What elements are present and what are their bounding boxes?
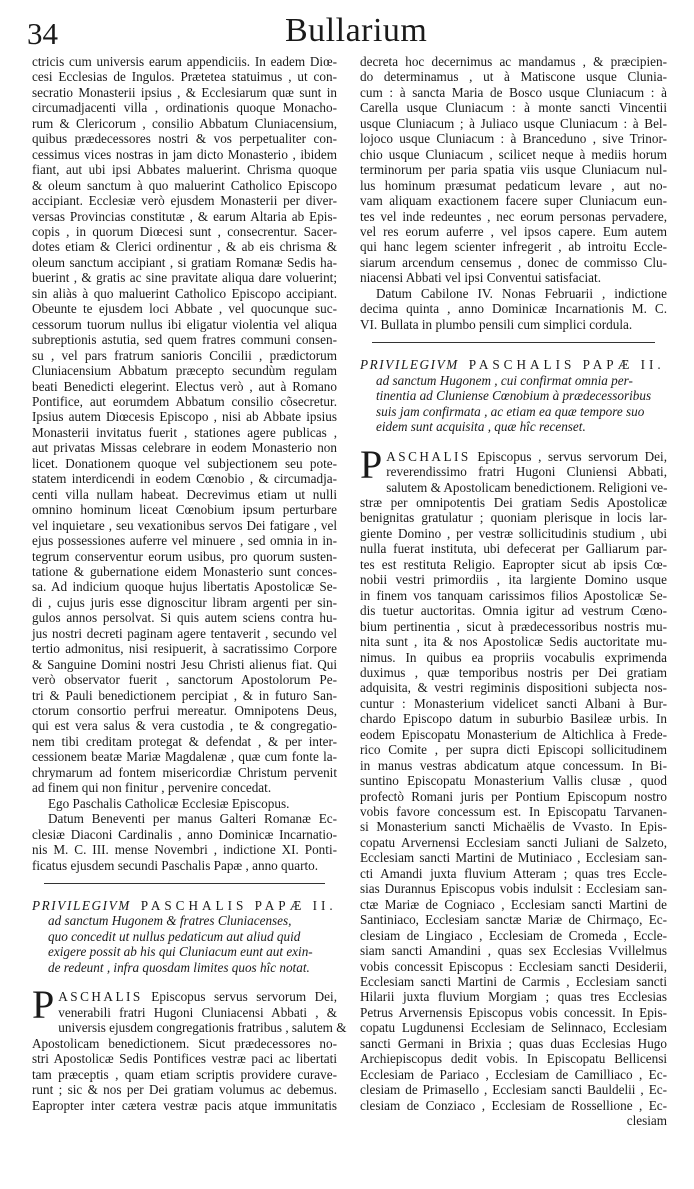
text-line: copatu Lugdunensi Ecclesiam de Selinnaco, Ecclesiam: [360, 1020, 667, 1036]
text-line: chrymarum ad fontem misericordiæ Christum pervenit: [32, 764, 337, 780]
text-line: licet. Donationem quoque vel subjectionem seu pote-: [32, 455, 337, 471]
text-line: sa. Ad indicium quoque hujus libertatis Apostolicæ Se-: [32, 579, 337, 595]
text-line: statem interdicendi in eodem Cœnobio , & circumadja-: [32, 471, 337, 487]
text-line: Petrus Arvernensis Episcopus vobis concessit. In Epis-: [360, 1004, 667, 1020]
text-line: sin aliàs à quo maluerint Catholico Episcopo accipiant.: [32, 285, 337, 301]
text-line: decreta hoc decernimus ac mandamus , & præcipien-: [360, 54, 667, 69]
text-line: nem tibi creditam protegat & defendat , & per inter-: [32, 733, 337, 749]
text-line: cessimus vices nostras in jam dicto Monasterio , ibidem: [32, 146, 337, 162]
text-line: giente Domino , per vestræ sollicitudinis studium , ubi: [360, 525, 667, 541]
left-column: [32, 54, 347, 1113]
text-line: Obeunte te ejusdem loci Abbate , vel quocunque suc-: [32, 301, 337, 317]
heading-line: eidem sunt acquisita , quæ hîc recenset.: [376, 419, 586, 435]
text-line: tertio admonitus, nisi resipuerit, à sacratissimo Corpore: [32, 641, 337, 657]
text-line: tes vel inde redeuntes , nec eorum personas pervadere,: [360, 208, 667, 224]
text-line: lojoco usque Cluniacum : à Branceduno , sive Trinor-: [360, 131, 667, 147]
text-line: clesiam de Conziaco , Ecclesiam de Rossellione , Ec-: [360, 1097, 667, 1113]
opening-caps: ASCHALIS: [58, 989, 143, 1005]
text-line: in manus vestras abdicatum atque concessum. In Bi-: [360, 757, 667, 773]
text-line: & oleum sanctum à quo maluerint Catholico Episcopo: [32, 177, 337, 193]
text-line: ctæ Mariæ de Cogniaco , Ecclesiam sancti Martini de: [360, 896, 667, 912]
heading-line: exigere possit ab his qui Cluniacum eunt aut exin-: [48, 944, 313, 960]
text-line: vel inquietare , seu vexationibus servos Dei fatigare , vel: [32, 517, 337, 533]
text-line: ctricis cum universis earum appendiciis. In eadem Diœ-: [32, 54, 337, 69]
text-line: usque Cluniacum ; à Juliaco usque Cluniacum : à Bel-: [360, 115, 667, 131]
section-divider: [372, 342, 655, 343]
text-line: dotes etiam & Clerici ordinentur , & ab eis chrisma &: [32, 239, 337, 255]
text-line: aut privatas Missas celebrare in eodem Monasterio non: [32, 440, 337, 456]
text-line: versas Provincias constitutæ , & earum Altaria ab Epis-: [32, 208, 337, 224]
text-line: cuntur : Monasterium videlicet sancti Albani à Bur-: [360, 695, 667, 711]
privilege-title: PRIVILEGIVM PASCHALIS PAPÆ II.: [360, 357, 665, 373]
text-line: & Sanguine Domini nostri Jesu Christi alienus fiat. Qui: [32, 656, 337, 672]
text-line: in finem vos tanquam carissimos filios Apostolicæ Se-: [360, 587, 667, 603]
heading-line: quo concedit ut nullus pedaticum aut aliud quid: [48, 928, 301, 944]
text-line: nita sunt , ita & nos Apostolicæ Sedis auctoritate mu-: [360, 634, 667, 650]
text-line: fiant, aut ubi ipsi Abbates maluerint. Chrisma quoque: [32, 162, 337, 178]
dating-line: clesiæ Diaconi Cardinalis , anno Dominicæ Incarnatio-: [32, 826, 337, 842]
text-line: Hilarii juxta fluvium Morgiam ; quas tres Ecclesias: [360, 989, 667, 1005]
text-line: su , vel pars fratrum sanioris Concilii , prædictorum: [32, 347, 337, 363]
text-line: ejus possessiones auferre vel minuere , sed omnia in in-: [32, 533, 337, 549]
page-number: 34: [27, 16, 58, 51]
text-line: vam aliquam exactionem facere super Cluniacum eun-: [360, 193, 667, 209]
heading-line: suis jam confirmata , ac etiam ea quæ tempore suo: [376, 403, 645, 419]
third-document-text: P ASCHALIS Episcopus , servus servorum Dei, reverendissimo fratri Hugoni Cluniensi Abbati, salutem & Apostolicam benedictionem. Religioni ve- stræ per omnipotentis Dei gratiam Sedis Apostolicæ benignitas gratulatur ; quoniam plerisque in locis lar- giente Domino , per vestræ sollicitudinis studium , ubi nulla fuerat instituta, ubi defecerat per Galliarum par- tes est restituta Religio. Eapropter sicut ab ipsis Cœ- nobii vestri primordiis , ita largiente Domino usque in finem vos tanquam carissimos filios Apostolicæ Se- dis tuetur auctoritas. Omnia igitur ad vestrum Cœno- bium pertinentia , sicut à prædecessoribus nostris mu- nita sunt , ita & nos Apostolicæ Sedis auctoritate mu- nimus. In quibus ea propriis vocabulis exprimenda duximus , quæ temporibus nostris per Dei gratiam adquisita, & vestri regiminis dispositioni subjecta nos- cuntur : Monasterium videlicet sancti Albani à Bur- chardo Episcopo datum in suburbio Basileæ urbis. In eodem Episcopatu Monasterium de Altichlica à Frede- rico Comite , per supra dicti Episcopi sollicitudinem in manus vestras abdicatum atque concessum. In Bi- suntino Episcopatu Monasterium Vallis clusæ , quod profectò Romani juris per Pontium Episcopum nostro vobis favore concessum est. In Episcopatu Tarvanen- si Monasterium sancti Michaëlis de Vvasto. In Epis- copatu Arvernensi Ecclesiam sancti Juliani de Salzeto, Ecclesiam sancti Martini de Mutiniaco , Ecclesiam san- cti Amandi juxta fluvium Atteram ; quas tres Eccle- sias Durannus Episcopus vobis indulsit : Ecclesiam san- ctæ Mariæ de Cogniaco , Ecclesiam sancti Martini de Santiniaco, Ecclesiam sanctæ Mariæ de Chirmaço, Ec- clesiam de Lingiaco , Ecclesiam de Cromeda , Eccle- siam sancti Amandini , quas sex Ecclesias Vvillelmus vobis concessit Episcopus : Ecclesiam sancti Desiderii, Ecclesiam sancti Martini de Carmis , Ecclesiam sancti Hilarii juxta fluvium Morgiam ; quas tres Ecclesias Petrus Arvernensis Episcopus vobis concessit. In Epis- copatu Lugdunensi Ecclesiam de Selinnaco, Ecclesiam sancti Germani in Brixia ; quas duas Ecclesias Hugo Archiepiscopus dedit vobis. In Episcopatu Bellicensi Ecclesiam de Pariaco , Ecclesiam de Camilliaco , Ec- clesiam de Primasello , Ecclesiam sancti Bauldelii , Ec- clesiam de Conziaco , Ecclesiam de Rossellione , Ec- clesiam: [360, 441, 668, 1129]
text-line: benignitas gratulatur ; quoniam plerisque in locis lar-: [360, 510, 667, 526]
text-line: centi villa nullam habeat. Decrevimus etiam ut nulli: [32, 486, 337, 502]
right-body-text: [360, 54, 667, 286]
text-line: si Monasterium sancti Michaëlis de Vvasto. In Epis-: [360, 819, 667, 835]
opening-caps: ASCHALIS: [386, 448, 471, 464]
text-line: tes est restituta Religio. Eapropter sicut ab ipsis Cœ-: [360, 556, 667, 572]
text-line: circumadjacenti villa , ordinationis quoque Monacho-: [32, 100, 337, 116]
text-line: suntino Episcopatu Monasterium Vallis clusæ , quod: [360, 773, 667, 789]
text-line: verò observator fuerit , sanctorum Apostolorum Pe-: [32, 672, 337, 688]
text-line: copis , in quorum Diœcesi sunt , consecrentur. Sacer-: [32, 223, 337, 239]
text-line: niacensi Abbati vel ipsi Conventui satisfaciat.: [360, 270, 601, 286]
text-line: Eapropter inter cætera vestræ pacis atque immunitatis: [32, 1097, 337, 1113]
catchword: clesiam: [626, 1113, 667, 1129]
text-line: venerabili fratri Hugoni Cluniacensi Abbati , &: [58, 1004, 337, 1020]
heading-line: ad sanctum Hugonem & fratres Cluniacenses,: [48, 913, 292, 929]
second-document-text: P ASCHALIS Episcopus servus servorum Dei, venerabili fratri Hugoni Cluniacensi Abbati , & universis ejusdem congregationis fratribus , salutem & Apostolicam benedictionem. Sicut prædecessores no- stri Apostolicæ Sedis Pontifices vestræ paci ac libertati tam præceptis , quam etiam scriptis providere curave- runt ; sic & nos per Dei gratiam volumus ac debemus. Eapropter inter cætera vestræ pacis atque immunitatis: [32, 982, 347, 1113]
text-line: sancti Germani in Brixia ; quas duas Ecclesias Hugo: [360, 1035, 667, 1051]
text-line: runt ; sic & nos per Dei gratiam volumus ac debemus.: [32, 1082, 337, 1098]
section-divider: [44, 883, 325, 884]
heading-line: de redeunt , infra quosdam limites quos hîc notat.: [48, 959, 310, 975]
text-line: beati Benedicti elegerint. Electus verò , aut à Romano: [32, 378, 337, 394]
text-line: chardo Episcopo datum in suburbio Basileæ urbis. In: [360, 711, 667, 727]
text-line: do determinamus , ut à Matiscone usque Clunia-: [360, 69, 667, 85]
text-line: Monasterii invitatus fuerit , stationes agere publicas ,: [32, 424, 337, 440]
text-line: clesiam de Lingiaco , Ecclesiam de Cromeda , Eccle-: [360, 927, 667, 943]
text-line: Ecclesiam de Pariaco , Ecclesiam de Camilliaco , Ec-: [360, 1066, 667, 1082]
privilege-heading-left: [32, 898, 337, 975]
text-line: terminorum per paria spatia viis usque Cluniacum nul-: [360, 162, 667, 178]
left-body-text: [32, 54, 337, 796]
text-line: tatione & gubernatione eidem Monasterio sunt conces-: [32, 563, 337, 579]
right-dating-clause: [360, 286, 667, 332]
text-line: tri & Pauli benedictionem percipiat , & in futuro San-: [32, 687, 337, 703]
text-line: vobis favore concessum est. In Episcopatu Tarvanen-: [360, 804, 667, 820]
text-line: dis tuetur auctoritas. Omnia igitur ad vestrum Cœno-: [360, 603, 667, 619]
heading-line: ad sanctum Hugonem , cui confirmat omnia per-: [376, 372, 633, 388]
text-line: stri Apostolicæ Sedis Pontifices vestræ paci ac libertati: [32, 1051, 337, 1067]
text-line: qui hanc legem scienter infregerit , ab introitu Eccle-: [360, 239, 667, 255]
text-line: copatu Arvernensi Ecclesiam sancti Juliani de Salzeto,: [360, 834, 667, 850]
text-line: cesi Ecclesias de Ingulos. Prætetea statuimus , ut con-: [32, 69, 337, 85]
text-line: Santiniaco, Ecclesiam sanctæ Mariæ de Chirmaço, Ec-: [360, 912, 667, 928]
text-line: stræ per omnipotentis Dei gratiam Sedis Apostolicæ: [360, 494, 667, 510]
signature-line: Ego Paschalis Catholicæ Ecclesiæ Episcopus.: [48, 795, 290, 811]
text-line: eodem Episcopatu Monasterium de Altichlica à Frede-: [360, 726, 667, 742]
text-line: jus nostri decreti paginam agere tentaverit , secundo vel: [32, 625, 337, 641]
text-line: nimus. In quibus ea propriis vocabulis exprimenda: [360, 649, 667, 665]
dating-line: VI. Bullata in plumbo pensili cum simplici cordula.: [360, 316, 633, 332]
text-line: buerint , & gratis ac sine pravitate aliqua dare voluerint;: [32, 270, 337, 286]
text-line: bium pertinentia , sicut à prædecessoribus nostris mu-: [360, 618, 667, 634]
text-line: nulla fuerat instituta, ubi defecerat per Galliarum par-: [360, 541, 667, 557]
heading-line: tinentia ad Cluniense Cœnobium à prædecessoribus: [376, 388, 652, 404]
text-line: ad finem qui non finitur , pervenire concedat.: [32, 780, 272, 796]
text-line: Apostolicam benedictionem. Sicut prædecessores no-: [32, 1035, 337, 1051]
right-column: [360, 54, 667, 1129]
text-line: chio usque Cluniacum , scilicet neque à mediis horum: [360, 146, 667, 162]
text-line: Pontifice, aut eorumdem Abbatum consilio cõsecretur.: [32, 393, 337, 409]
dating-line: decima quinta , anno Dominicæ Incarnationis M. C.: [360, 301, 667, 317]
text-line: vel res eorum auferre , vel ipsos capere. Eum autem: [360, 223, 667, 239]
dating-line: Datum Beneventi per manus Galteri Romanæ Ec-: [48, 811, 337, 827]
privilege-subtitle: [360, 373, 667, 435]
drop-cap: P: [360, 441, 383, 487]
text-line: tam præceptis , quam etiam scriptis providere curave-: [32, 1066, 337, 1082]
text-line: lus hominum præsumat pedaticum levare , aut no-: [360, 177, 667, 193]
text-line: siarum arcendum censemus , donec de commisso Clu-: [360, 254, 667, 270]
text-line: cessionem beatæ Mariæ Magdalenæ , quæ cum fonte la-: [32, 749, 337, 765]
text-line: qui est vera salus & vera custodia , te & congregatio-: [32, 718, 337, 734]
text-line: cessorum tuorum nullus ibi eligatur violentia vel aliqua: [32, 316, 337, 332]
text-line: accipiant. Ecclesiæ verò ejusdem Monasterii per diver-: [32, 193, 337, 209]
text-line: Ipsius autem Diœcesis Episcopo , nisi ab Abbate ipsius: [32, 409, 337, 425]
dating-line: nis M. C. III. mense Novembri , indictione XI. Ponti-: [32, 842, 337, 858]
text-line: rum & Clericorum , consilio Abbatum Cluniacensium,: [32, 115, 337, 131]
running-head: Bullarium: [285, 12, 428, 49]
text-line: adquisita, & vestri regiminis dispositioni subjecta nos-: [360, 680, 667, 696]
text-line: Carella usque Cluniacum : à monte sancti Vincentii: [360, 100, 667, 116]
text-line: secratio Monasterii ipsius , & Ecclesiarum quæ sunt in: [32, 84, 337, 100]
text-line: nobii vestri primordiis , ita largiente Domino usque: [360, 572, 667, 588]
text-line: ctorum consortio perfrui mereatur. Omnipotens Deus,: [32, 703, 337, 719]
text-line: universis ejusdem congregationis fratribus , salutem &: [58, 1020, 347, 1036]
text-line: rico Comite , per supra dicti Episcopi sollicitudinem: [360, 742, 667, 758]
privilege-title: PRIVILEGIVM PASCHALIS PAPÆ II.: [32, 898, 337, 914]
text-line: siam sancti Amandini , quas sex Ecclesias Vvillelmus: [360, 943, 667, 959]
text-line: duximus , quæ temporibus nostris per Dei gratiam: [360, 664, 667, 680]
privilege-subtitle: [32, 913, 337, 975]
drop-cap: P: [32, 982, 55, 1028]
text-line: clesiam de Primasello , Ecclesiam sancti Bauldelii , Ec-: [360, 1082, 667, 1098]
text-line: oleum sanctum accipiant , si gratiam Romanæ Sedis ha-: [32, 254, 337, 270]
text-line: quibus prædecessores nostri & vos perpetualiter con-: [32, 131, 337, 147]
dating-line: ficatus ejusdem secundi Paschalis Papæ , anno quarto.: [32, 857, 319, 873]
text-line: salutem & Apostolicam benedictionem. Religioni ve-: [386, 479, 668, 495]
text-line: subreptionis astutia, sed quem fratres communi consen-: [32, 332, 337, 348]
left-dating-clause: [32, 811, 337, 873]
text-line: Ecclesiam sancti Martini de Carmis , Ecclesiam sancti: [360, 974, 667, 990]
text-line: cti Amandi juxta fluvium Atteram ; quas tres Eccle-: [360, 865, 667, 881]
text-line: Cluniacensium Abbatum præcepto secundùm regulam: [32, 363, 337, 379]
text-line: cum : à sancta Maria de Bosco usque Cluniacum : à: [360, 84, 667, 100]
text-line: di , cujus juris esse dignoscitur libram argenti per sin-: [32, 594, 337, 610]
text-line: tegrum conserventur eorum usibus, pro quorum susten-: [32, 548, 337, 564]
text-line: sias Durannus Episcopus vobis indulsit : Ecclesiam san-: [360, 881, 667, 897]
text-line: profectò Romani juris per Pontium Episcopum nostro: [360, 788, 667, 804]
dating-line: Datum Cabilone IV. Nonas Februarii , indictione: [376, 285, 667, 301]
text-line: Ecclesiam sancti Martini de Mutiniaco , Ecclesiam san-: [360, 850, 667, 866]
text-line: omnino hominum liceat Cœnobium ipsum perturbare: [32, 502, 337, 518]
privilege-heading-right: [360, 357, 667, 434]
text-line: vobis concessit Episcopus : Ecclesiam sancti Desiderii,: [360, 958, 667, 974]
text-line: Archiepiscopus dedit vobis. In Episcopatu Bellicensi: [360, 1051, 667, 1067]
text-line: reverendissimo fratri Hugoni Cluniensi Abbati,: [386, 464, 667, 480]
text-line: gulos annos persolvat. Si quis autem sciens contra hu-: [32, 610, 337, 626]
